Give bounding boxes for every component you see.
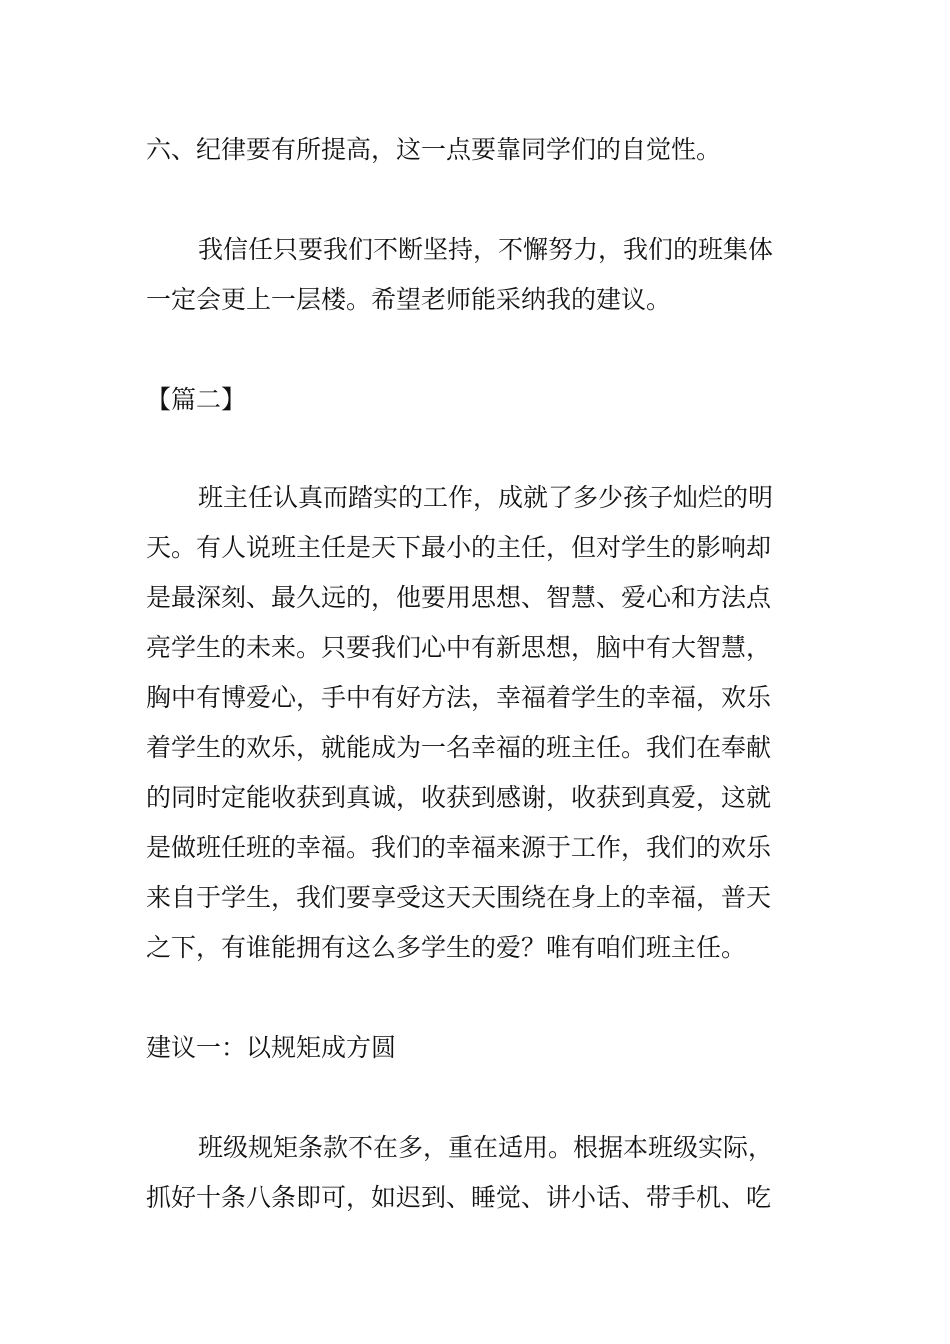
section-heading — [146, 375, 810, 425]
text-line: 我信任只要我们不断坚持，不懈努力，我们的班集体 — [198, 235, 774, 264]
paragraph-head-teacher — [146, 473, 810, 973]
text-line: 是最深刻、最久远的，他要用思想、智慧、爱心和方法点 — [146, 583, 772, 612]
text-line: 亮学生的未来。只要我们心中有新思想，脑中有大智慧， — [146, 633, 772, 662]
text-line: 建议一：以规矩成方圆 — [146, 1033, 397, 1062]
text-line: 的同时定能收获到真诚，收获到感谢，收获到真爱，这就 — [146, 783, 772, 812]
paragraph-discipline — [146, 125, 810, 175]
text-line: 抓好十条八条即可，如迟到、睡觉、讲小话、带手机、吃 — [146, 1183, 772, 1212]
text-line: 胸中有博爱心，手中有好方法，幸福着学生的幸福，欢乐 — [146, 683, 772, 712]
text-line: 一定会更上一层楼。希望老师能采纳我的建议。 — [146, 285, 672, 314]
text-line: 来自于学生，我们要享受这天天围绕在身上的幸福，普天 — [146, 883, 772, 912]
text-line: 【篇二】 — [146, 385, 247, 414]
suggestion-heading — [146, 1023, 810, 1073]
text-line: 班级规矩条款不在多，重在适用。根据本班级实际， — [198, 1133, 774, 1162]
text-line: 六、纪律要有所提高，这一点要靠同学们的自觉性。 — [146, 135, 722, 164]
paragraph-belief — [146, 225, 810, 325]
text-line: 着学生的欢乐，就能成为一名幸福的班主任。我们在奉献 — [146, 733, 772, 762]
text-line: 之下，有谁能拥有这么多学生的爱？唯有咱们班主任。 — [146, 933, 747, 962]
paragraph-class-rules — [146, 1123, 810, 1223]
text-line: 天。有人说班主任是天下最小的主任，但对学生的影响却 — [146, 533, 772, 562]
text-line: 班主任认真而踏实的工作，成就了多少孩子灿烂的明 — [198, 483, 774, 512]
text-line: 是做班任班的幸福。我们的幸福来源于工作，我们的欢乐 — [146, 833, 772, 862]
